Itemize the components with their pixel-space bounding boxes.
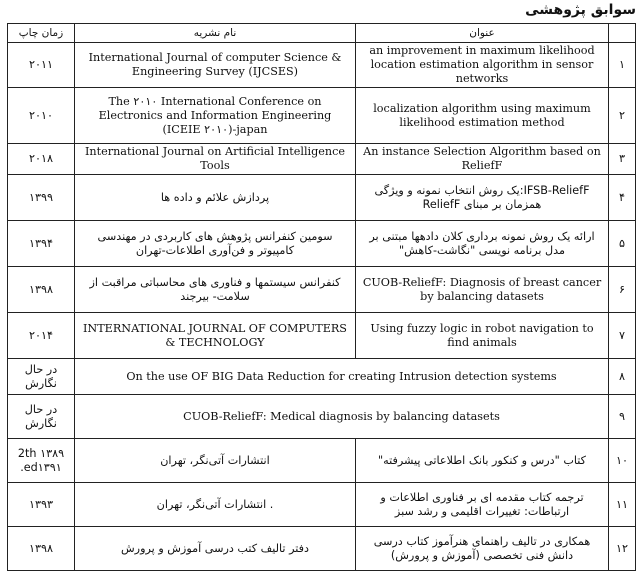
row-number: ۶ bbox=[609, 267, 636, 313]
row-date: ۱۳۹۴ bbox=[8, 221, 75, 267]
research-table bbox=[7, 23, 636, 571]
table-row bbox=[8, 43, 636, 88]
row-date: ۲۰۱۴ bbox=[8, 313, 75, 359]
row-date: ۱۳۹۸ bbox=[8, 267, 75, 313]
row-title: CUOB-ReliefF: Medical diagnosis by balancing datasets bbox=[75, 395, 609, 439]
row-number: ۱۲ bbox=[609, 527, 636, 571]
row-publisher: . انتشارات آتی‌نگر، تهران bbox=[75, 483, 356, 527]
row-title: کتاب "درس و کنکور بانک اطلاعاتی پیشرفته" bbox=[356, 439, 609, 483]
header-title: عنوان bbox=[356, 24, 609, 43]
row-number: ۸ bbox=[609, 359, 636, 395]
row-publisher: دفتر تالیف کتب درسی آموزش و پرورش bbox=[75, 527, 356, 571]
row-title: همکاری در تالیف راهنمای هنرآموز کتاب درسی دانش فنی تخصصی (آموزش و پرورش) bbox=[356, 527, 609, 571]
row-number: ۲ bbox=[609, 88, 636, 144]
table-row bbox=[8, 359, 636, 395]
row-title: ارائه یک روش نمونه برداری کلان دادهها مبتنی بر مدل برنامه نویسی "نگاشت-کاهش" bbox=[356, 221, 609, 267]
table-row bbox=[8, 395, 636, 439]
row-publisher: INTERNATIONAL JOURNAL OF COMPUTERS & TECHNOLOGY bbox=[75, 313, 356, 359]
table-row bbox=[8, 267, 636, 313]
row-title: On the use OF BIG Data Reduction for creating Intrusion detection systems bbox=[75, 359, 609, 395]
row-title: CUOB-ReliefF: Diagnosis of breast cancer by balancing datasets bbox=[356, 267, 609, 313]
row-publisher: The ۲۰۱۰ International Conference on Electronics and Information Engineering (ICEIE ۲۰۱۰)-japan bbox=[75, 88, 356, 144]
row-title: an improvement in maximum likelihood location estimation algorithm in sensor networks bbox=[356, 43, 609, 88]
header-date: زمان چاپ bbox=[8, 24, 75, 43]
row-publisher: کنفرانس سیستمها و فناوری های محاسباتی مراقبت از سلامت- بیرجند bbox=[75, 267, 356, 313]
row-title: ترجمه کتاب مقدمه ای بر فناوری اطلاعات و ارتباطات: تغییرات اقلیمی و رشد سبز bbox=[356, 483, 609, 527]
header-publisher: نام نشریه bbox=[75, 24, 356, 43]
row-title: localization algorithm using maximum likelihood estimation method bbox=[356, 88, 609, 144]
table-row bbox=[8, 144, 636, 175]
row-date: ۱۳۹۳ bbox=[8, 483, 75, 527]
table-row bbox=[8, 439, 636, 483]
row-date: در حال نگارش bbox=[8, 359, 75, 395]
header-number bbox=[609, 24, 636, 43]
row-number: ۹ bbox=[609, 395, 636, 439]
row-date: ۲۰۱۸ bbox=[8, 144, 75, 175]
row-number: ۳ bbox=[609, 144, 636, 175]
row-number: ۴ bbox=[609, 175, 636, 221]
row-number: ۱۱ bbox=[609, 483, 636, 527]
row-publisher: انتشارات آتی‌نگر، تهران bbox=[75, 439, 356, 483]
row-number: ۵ bbox=[609, 221, 636, 267]
row-publisher: International Journal of computer Science & Engineering Survey (IJCSES) bbox=[75, 43, 356, 88]
row-title: An instance Selection Algorithm based on ReliefF bbox=[356, 144, 609, 175]
row-date: ۲۰۱۰ bbox=[8, 88, 75, 144]
table-row bbox=[8, 313, 636, 359]
table-header-row bbox=[8, 24, 636, 43]
table-row bbox=[8, 221, 636, 267]
row-number: ۱ bbox=[609, 43, 636, 88]
row-date: ۲۰۱۱ bbox=[8, 43, 75, 88]
table-row bbox=[8, 483, 636, 527]
row-title: IFSB-ReliefF:یک روش انتخاب نمونه و ویژگی همزمان بر مبنای ReliefF bbox=[356, 175, 609, 221]
row-publisher: پردازش علائم و داده ها bbox=[75, 175, 356, 221]
row-publisher: International Journal on Artificial Intelligence Tools bbox=[75, 144, 356, 175]
table-row bbox=[8, 175, 636, 221]
row-title: Using fuzzy logic in robot navigation to find animals bbox=[356, 313, 609, 359]
table-row bbox=[8, 88, 636, 144]
table-row bbox=[8, 527, 636, 571]
section-title: سوابق پژوهشی bbox=[525, 2, 636, 18]
row-date: ۱۳۹۹ bbox=[8, 175, 75, 221]
row-number: ۱۰ bbox=[609, 439, 636, 483]
row-number: ۷ bbox=[609, 313, 636, 359]
row-date: ۱۳۹۸ bbox=[8, 527, 75, 571]
row-date: در حال نگارش bbox=[8, 395, 75, 439]
row-date: ۱۳۸۹ 2th ed۱۳۹۱. bbox=[8, 439, 75, 483]
row-publisher: سومین کنفرانس پژوهش های کاربردی در مهندسی کامپیوتر و فن‌آوری اطلاعات-تهران bbox=[75, 221, 356, 267]
